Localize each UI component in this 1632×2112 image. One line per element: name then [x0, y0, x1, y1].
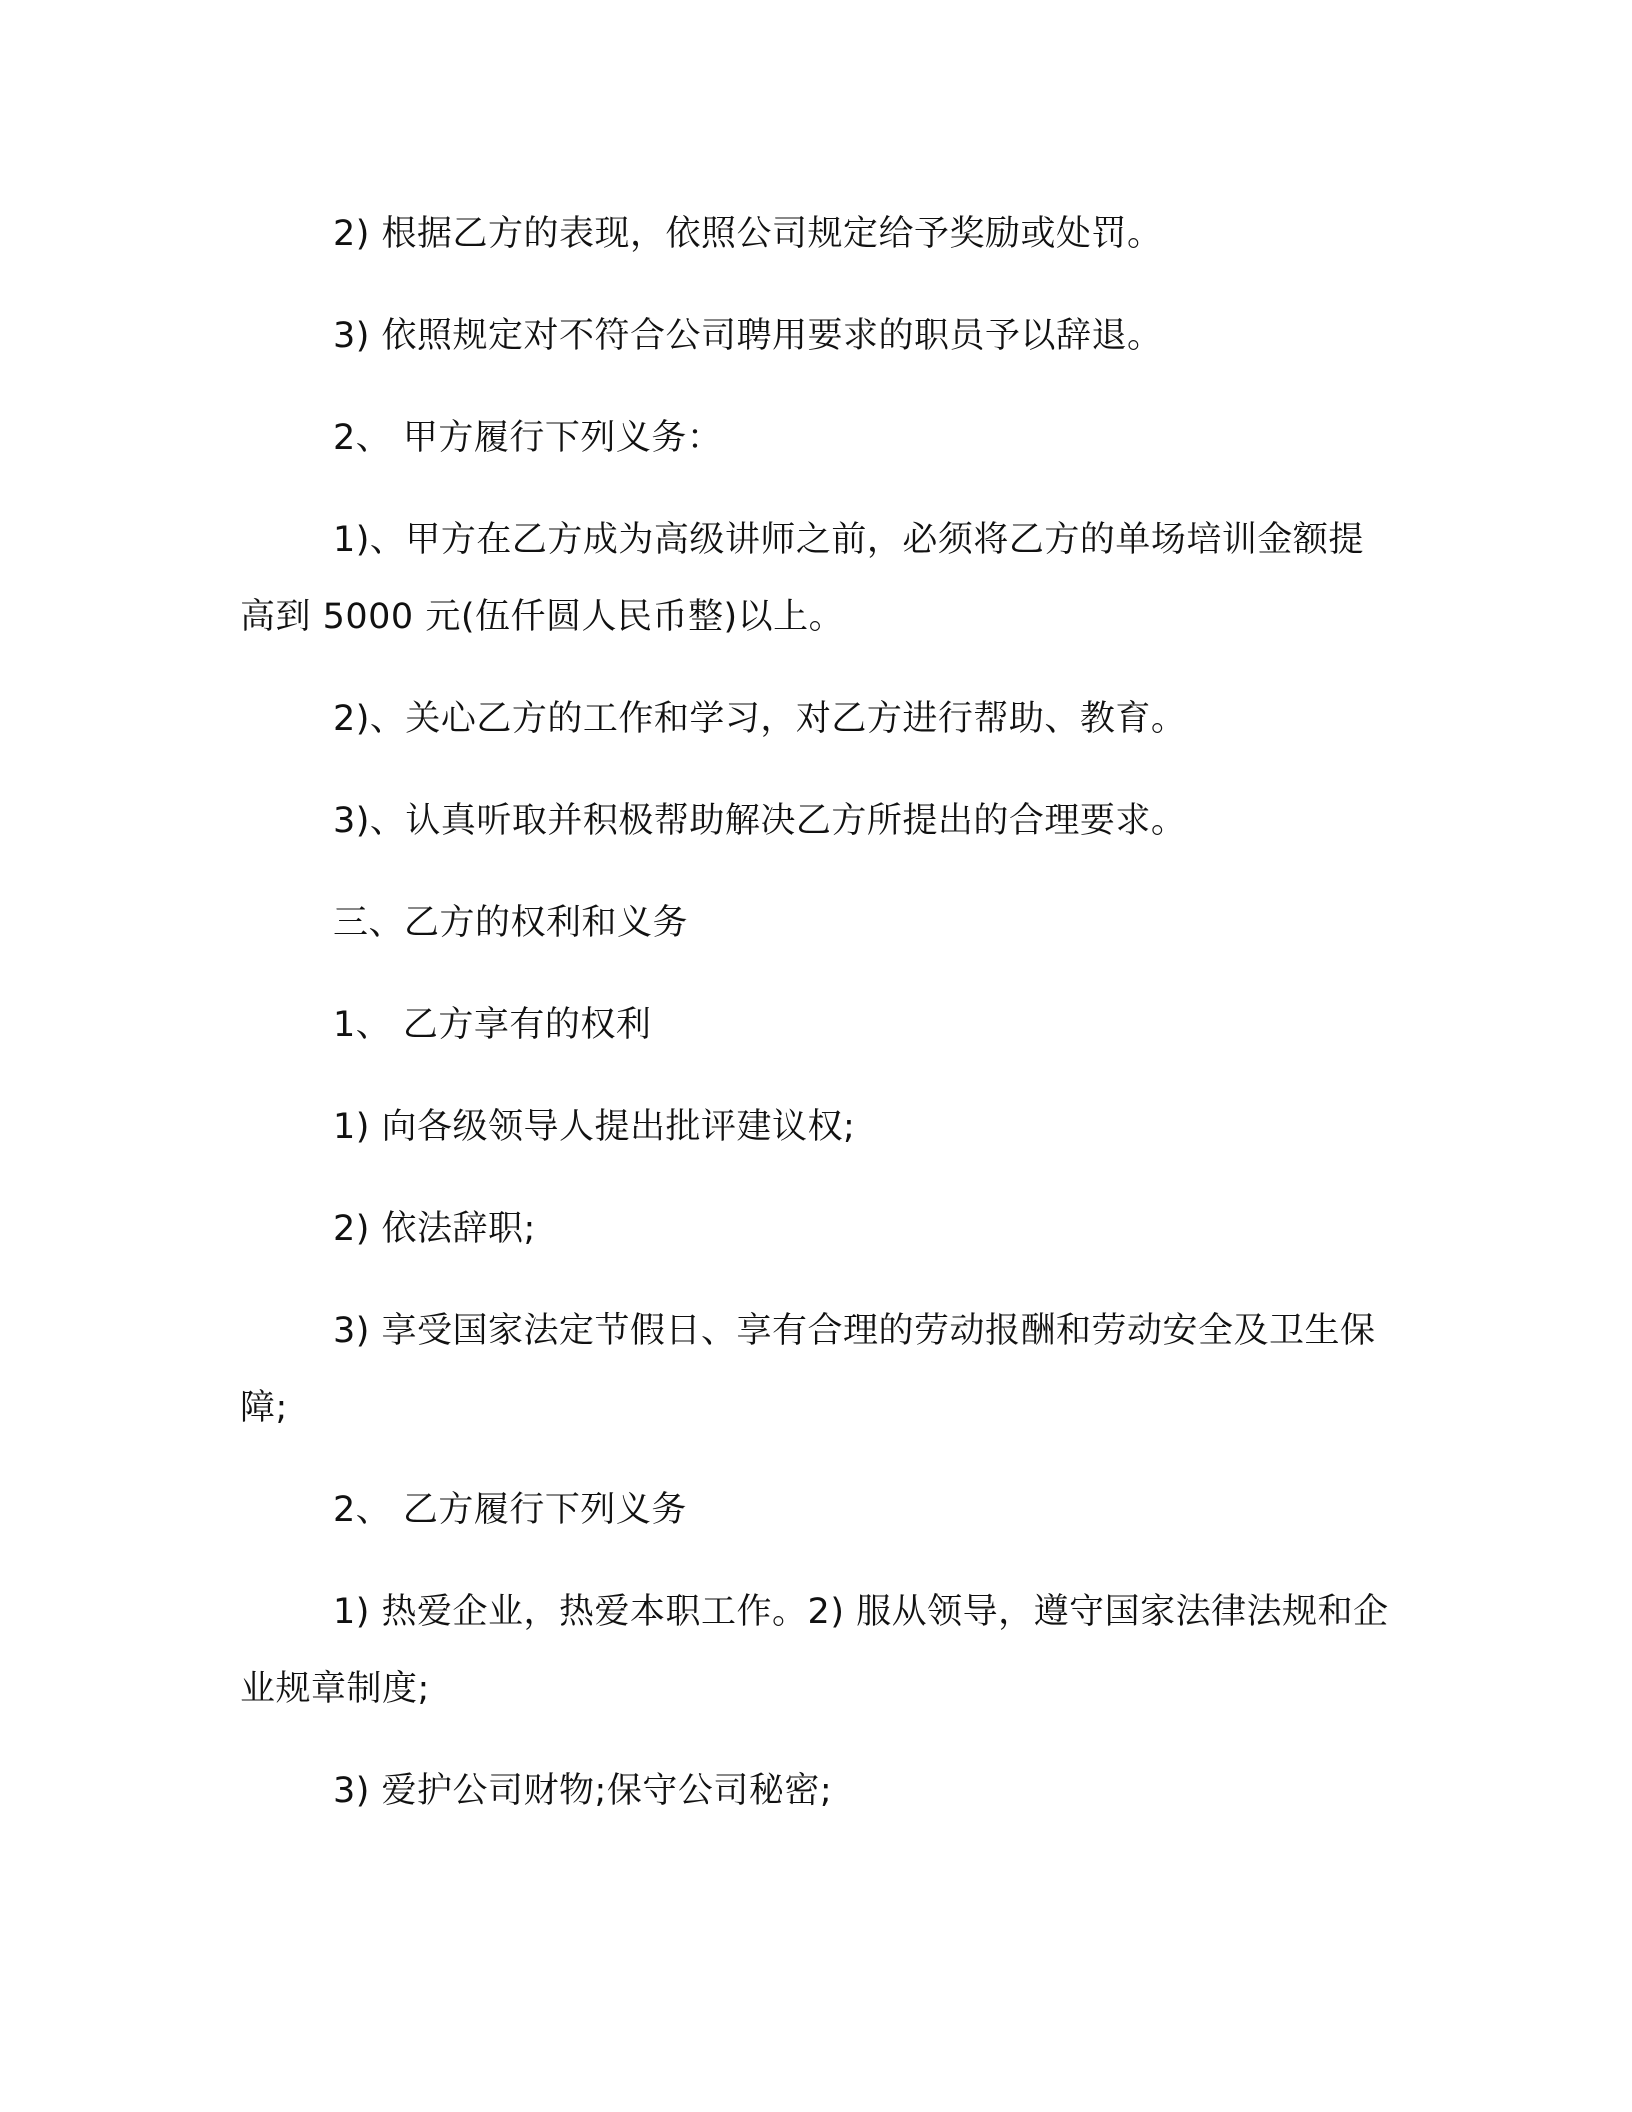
paragraph-reasonable-requests: 3)、认真听取并积极帮助解决乙方所提出的合理要求。: [333, 801, 1187, 841]
paragraph-reward-punishment: 2) 根据乙方的表现，依照公司规定给予奖励或处罚。: [333, 214, 1163, 254]
paragraph-resignation: 2) 依法辞职;: [333, 1209, 536, 1249]
paragraph-training-fee: 1)、甲方在乙方成为高级讲师之前，必须将乙方的单场培训金额提高到 5000 元(伍仟圆人民币整)以上。: [240, 520, 1364, 637]
paragraph-party-b-obligations-heading: 2、 乙方履行下列义务: [333, 1490, 687, 1530]
paragraph-dismissal: 3) 依照规定对不符合公司聘用要求的职员予以辞退。: [333, 316, 1163, 356]
section-heading-party-b-rights-obligations: 三、乙方的权利和义务: [333, 903, 689, 943]
paragraph-party-b-rights-heading: 1、 乙方享有的权利: [333, 1005, 652, 1045]
paragraph-holidays-and-pay: 3) 享受国家法定节假日、享有合理的劳动报酬和劳动安全及卫生保障;: [240, 1311, 1376, 1428]
paragraph-care-and-education: 2)、关心乙方的工作和学习，对乙方进行帮助、教育。: [333, 699, 1187, 739]
paragraph-party-a-obligations-heading: 2、 甲方履行下列义务：: [333, 418, 723, 458]
paragraph-love-enterprise: 1) 热爱企业，热爱本职工作。2) 服从领导，遵守国家法律法规和企业规章制度;: [240, 1592, 1389, 1709]
paragraph-protect-property: 3) 爱护公司财物;保守公司秘密;: [333, 1771, 833, 1811]
document-page: [240, 196, 1390, 1855]
paragraph-suggestion-right: 1) 向各级领导人提出批评建议权;: [333, 1107, 856, 1147]
